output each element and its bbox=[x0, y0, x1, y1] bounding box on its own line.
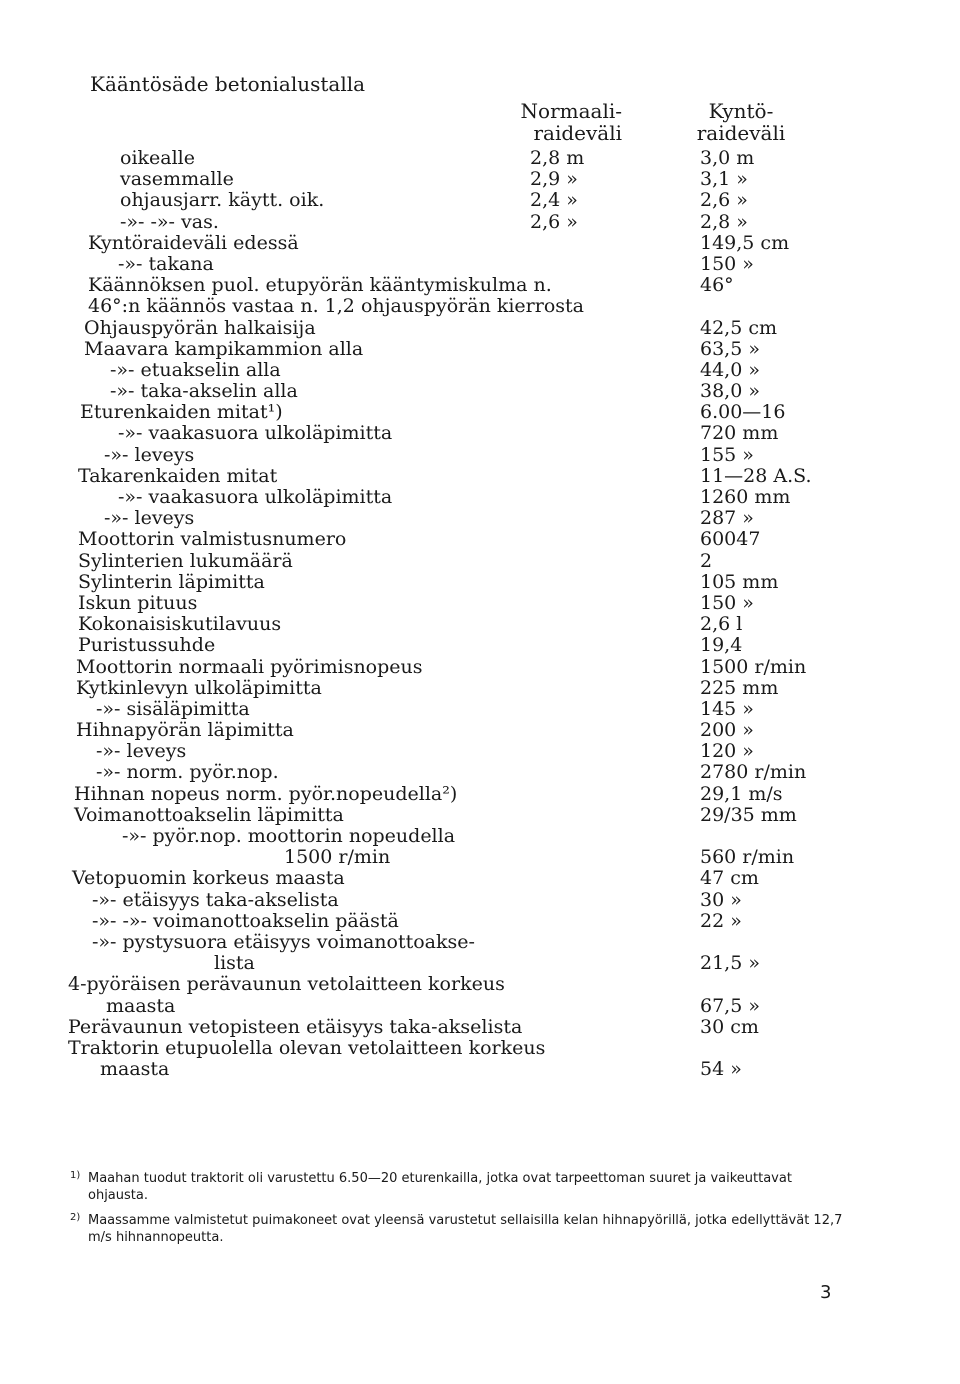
footnote bbox=[70, 1212, 850, 1246]
spec-row bbox=[0, 1059, 960, 1080]
spec-label: -»- leveys bbox=[104, 443, 195, 466]
spec-label: Maavara kampikammion alla bbox=[84, 337, 364, 360]
spec-value-normal: 2,8 m bbox=[530, 147, 585, 169]
spec-value-plough: 47 cm bbox=[700, 867, 759, 890]
spec-label: -»- -»- vas. bbox=[120, 210, 219, 233]
spec-row bbox=[0, 720, 960, 741]
spec-value-plough: 225 mm bbox=[700, 676, 779, 699]
spec-row bbox=[0, 360, 960, 381]
spec-label: Hihnapyörän läpimitta bbox=[76, 719, 294, 742]
spec-label: Kytkinlevyn ulkoläpimitta bbox=[76, 676, 322, 699]
spec-value-plough: 1260 mm bbox=[700, 486, 791, 508]
spec-value-plough: 21,5 » bbox=[700, 952, 760, 975]
spec-label: Traktorin etupuolella olevan vetolaitteen korkeus bbox=[68, 1036, 546, 1059]
spec-row bbox=[0, 932, 960, 953]
spec-row bbox=[0, 487, 960, 508]
spec-label: -»- -»- voimanottoakselin päästä bbox=[92, 909, 399, 932]
footnotes bbox=[70, 1170, 850, 1254]
spec-label: Voimanottoakselin läpimitta bbox=[74, 803, 344, 826]
spec-label: lista bbox=[214, 952, 255, 975]
page-number: 3 bbox=[820, 1282, 832, 1303]
spec-row bbox=[0, 699, 960, 720]
spec-row bbox=[0, 741, 960, 762]
spec-row bbox=[0, 212, 960, 233]
spec-value-plough: 19,4 bbox=[700, 634, 743, 657]
spec-label: Sylinterien lukumäärä bbox=[78, 549, 293, 572]
spec-row bbox=[0, 190, 960, 211]
spec-value-plough: 29,1 m/s bbox=[700, 782, 783, 805]
spec-label: Kokonaisiskutilavuus bbox=[78, 613, 282, 636]
spec-label: Kyntöraideväli edessä bbox=[88, 231, 299, 254]
spec-label: -»- norm. pyör.nop. bbox=[96, 761, 279, 784]
spec-label: Eturenkaiden mitat¹) bbox=[80, 401, 283, 424]
spec-label: vasemmalle bbox=[120, 168, 234, 191]
spec-label: -»- sisäläpimitta bbox=[96, 697, 250, 720]
spec-value-plough: 30 cm bbox=[700, 1015, 759, 1038]
spec-row bbox=[0, 996, 960, 1017]
footnote-text: Maassamme valmistetut puimakoneet ovat yleensä varustetut sellaisilla kelan hihnapyörillä, jotka edellyttävät 12,7 m/s hihnannopeutta. bbox=[88, 1213, 843, 1245]
spec-value-normal: 2,6 » bbox=[530, 210, 578, 233]
spec-value-plough: 11—28 A.S. bbox=[700, 464, 812, 487]
spec-row bbox=[0, 593, 960, 614]
spec-label: Hihnan nopeus norm. pyör.nopeudella²) bbox=[74, 782, 458, 805]
spec-row bbox=[0, 423, 960, 444]
spec-value-normal: 2,4 » bbox=[530, 189, 578, 212]
spec-label: Puristussuhde bbox=[78, 634, 216, 657]
spec-label: maasta bbox=[100, 1058, 170, 1081]
footnote-text: Maahan tuodut traktorit oli varustettu 6.50—20 eturenkailla, jotka ovat tarpeettoman suuret ja vaikeuttavat ohjausta. bbox=[88, 1171, 792, 1203]
spec-value-plough: 1500 r/min bbox=[700, 655, 807, 678]
spec-label: Käännöksen puol. etupyörän kääntymiskulma n. bbox=[88, 274, 552, 297]
spec-row bbox=[0, 826, 960, 847]
spec-label: -»- vaakasuora ulkoläpimitta bbox=[118, 486, 393, 508]
spec-label: -»- etuakselin alla bbox=[110, 358, 281, 381]
spec-label: Takarenkaiden mitat bbox=[78, 464, 278, 487]
spec-row bbox=[0, 762, 960, 783]
spec-label: Vetopuomin korkeus maasta bbox=[72, 867, 345, 890]
spec-value-plough: 145 » bbox=[700, 697, 754, 720]
spec-value-plough: 3,1 » bbox=[700, 168, 748, 191]
spec-value-plough: 2780 r/min bbox=[700, 761, 807, 784]
spec-label: -»- pyör.nop. moottorin nopeudella bbox=[122, 825, 456, 847]
spec-value-plough: 2,6 » bbox=[700, 189, 748, 212]
footnote-mark: 2) bbox=[70, 1212, 81, 1223]
spec-row bbox=[0, 508, 960, 529]
spec-label: 1500 r/min bbox=[284, 846, 391, 869]
spec-row bbox=[0, 402, 960, 423]
spec-value-plough: 30 » bbox=[700, 888, 742, 911]
spec-label: 46°:n käännös vastaa n. 1,2 ohjauspyörän kierrosta bbox=[88, 295, 584, 318]
spec-value-plough: 120 » bbox=[700, 740, 754, 763]
spec-label: Perävaunun vetopisteen etäisyys taka-akselista bbox=[68, 1015, 523, 1038]
spec-value-plough: 2 bbox=[700, 549, 713, 572]
spec-row bbox=[0, 339, 960, 360]
spec-value-plough: 22 » bbox=[700, 909, 742, 932]
spec-row bbox=[0, 296, 960, 317]
footnote bbox=[70, 1170, 850, 1204]
spec-value-plough: 200 » bbox=[700, 719, 754, 742]
spec-row bbox=[0, 614, 960, 635]
spec-value-plough: 38,0 » bbox=[700, 380, 760, 403]
spec-label: -»- leveys bbox=[104, 507, 195, 530]
spec-value-plough: 44,0 » bbox=[700, 358, 760, 381]
spec-row bbox=[0, 572, 960, 593]
column-header-normal-track: Normaali- raideväli bbox=[520, 99, 622, 145]
spec-value-plough: 46° bbox=[700, 274, 734, 297]
spec-label: -»- vaakasuora ulkoläpimitta bbox=[118, 422, 393, 445]
spec-label: oikealle bbox=[120, 147, 195, 169]
spec-value-plough: 6.00—16 bbox=[700, 401, 786, 424]
spec-value-plough: 54 » bbox=[700, 1058, 742, 1081]
section-title: Kääntösäde betonialustalla bbox=[90, 72, 366, 96]
spec-value-plough: 42,5 cm bbox=[700, 316, 778, 339]
spec-label: -»- etäisyys taka-akselista bbox=[92, 888, 339, 911]
spec-label: -»- leveys bbox=[96, 740, 187, 763]
spec-value-plough: 60047 bbox=[700, 528, 761, 551]
spec-value-plough: 105 mm bbox=[700, 570, 779, 593]
spec-row bbox=[0, 635, 960, 656]
spec-value-plough: 287 » bbox=[700, 507, 754, 530]
spec-row bbox=[0, 911, 960, 932]
spec-row bbox=[0, 148, 960, 169]
spec-value-plough: 150 » bbox=[700, 591, 754, 614]
spec-row bbox=[0, 445, 960, 466]
spec-row bbox=[0, 466, 960, 487]
spec-value-plough: 63,5 » bbox=[700, 337, 760, 360]
spec-row bbox=[0, 784, 960, 805]
spec-label: Iskun pituus bbox=[78, 591, 198, 614]
spec-label: -»- pystysuora etäisyys voimanottoakse- bbox=[92, 930, 475, 953]
spec-label: Ohjauspyörän halkaisija bbox=[84, 316, 316, 339]
spec-value-plough: 67,5 » bbox=[700, 994, 760, 1017]
spec-label: -»- takana bbox=[118, 252, 214, 275]
spec-row bbox=[0, 678, 960, 699]
spec-row bbox=[0, 275, 960, 296]
spec-row bbox=[0, 254, 960, 275]
spec-value-plough: 149,5 cm bbox=[700, 231, 790, 254]
spec-value-plough: 155 » bbox=[700, 443, 754, 466]
spec-value-plough: 720 mm bbox=[700, 422, 779, 445]
spec-row bbox=[0, 381, 960, 402]
spec-label: 4-pyöräisen perävaunun vetolaitteen korkeus bbox=[68, 973, 505, 996]
spec-row bbox=[0, 318, 960, 339]
spec-row bbox=[0, 233, 960, 254]
column-header-plough-track: Kyntö- raideväli bbox=[696, 99, 786, 145]
spec-value-normal: 2,9 » bbox=[530, 168, 578, 191]
spec-value-plough: 2,6 l bbox=[700, 613, 743, 636]
spec-label: maasta bbox=[106, 994, 176, 1017]
spec-value-plough: 3,0 m bbox=[700, 147, 755, 169]
spec-row bbox=[0, 890, 960, 911]
spec-label: ohjausjarr. käytt. oik. bbox=[120, 189, 325, 212]
spec-row bbox=[0, 868, 960, 889]
spec-row bbox=[0, 805, 960, 826]
spec-label: -»- taka-akselin alla bbox=[110, 380, 298, 403]
spec-row bbox=[0, 847, 960, 868]
spec-row bbox=[0, 529, 960, 550]
footnote-mark: 1) bbox=[70, 1170, 81, 1181]
spec-value-plough: 2,8 » bbox=[700, 210, 748, 233]
spec-row bbox=[0, 551, 960, 572]
spec-row bbox=[0, 657, 960, 678]
spec-label: Moottorin normaali pyörimisnopeus bbox=[76, 655, 423, 678]
spec-value-plough: 560 r/min bbox=[700, 846, 795, 869]
spec-row bbox=[0, 953, 960, 974]
spec-row bbox=[0, 974, 960, 995]
spec-label: Moottorin valmistusnumero bbox=[78, 528, 347, 551]
spec-table bbox=[0, 148, 960, 1080]
spec-row bbox=[0, 1038, 960, 1059]
spec-row bbox=[0, 169, 960, 190]
spec-label: Sylinterin läpimitta bbox=[78, 570, 265, 593]
spec-value-plough: 150 » bbox=[700, 252, 754, 275]
spec-value-plough: 29/35 mm bbox=[700, 803, 797, 826]
spec-row bbox=[0, 1017, 960, 1038]
